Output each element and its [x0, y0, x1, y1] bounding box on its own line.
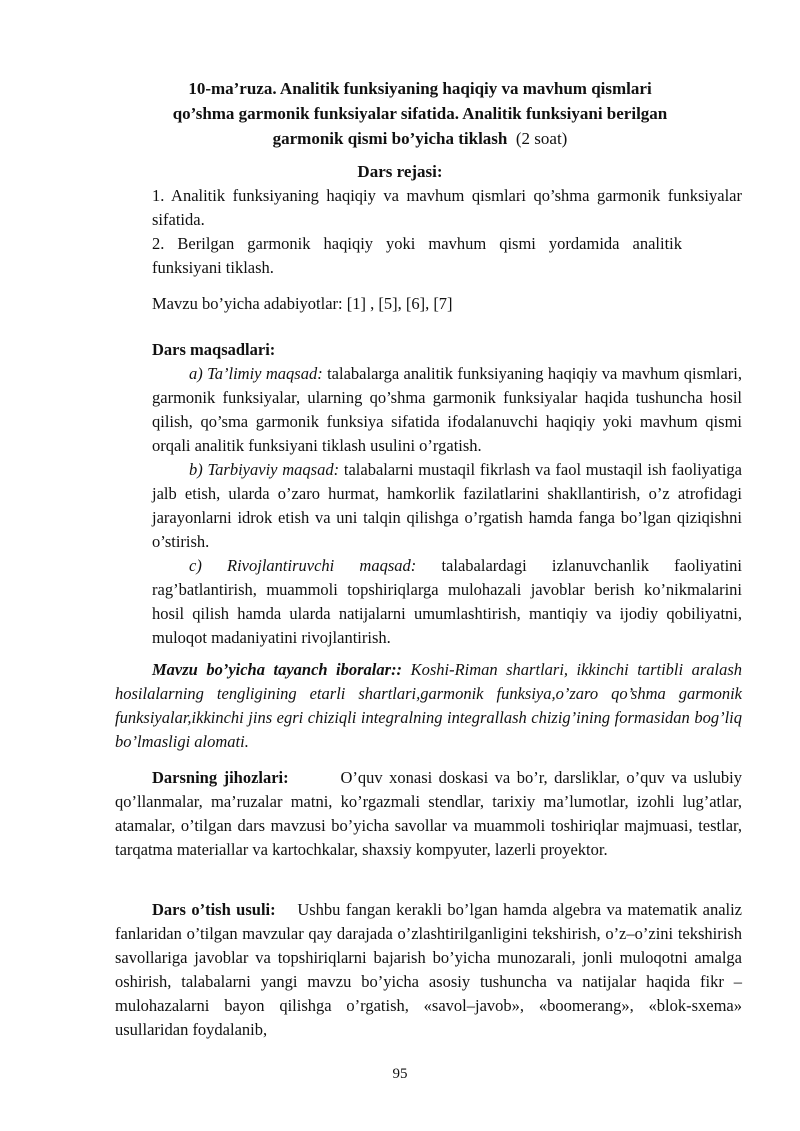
goal-a [152, 362, 742, 458]
goal-c [152, 554, 742, 650]
goal-b [152, 458, 742, 554]
equipment-label: Darsning jihozlari: [152, 768, 289, 787]
title-line-2: qo’shma garmonik funksiyalar sifatida. Analitik funksiyani berilgan [172, 104, 668, 123]
goal-a-text: talabalarga analitik funksiyaning haqiqiy va mavhum qismlari, garmonik funksiyalar, ularning qo’shma garmonik funksiyalar haqida tushuncha hosil qilish, qo’sma garmonik funksiya sifatida ifodalanuvchi haqiqiy yoki mavhum qismi orqali analitik funksiyani tiklash usulini o’rgatish. [152, 364, 743, 455]
keywords-paragraph [115, 658, 742, 754]
equipment-paragraph [115, 766, 742, 862]
title-hours: (2 soat) [515, 129, 568, 148]
goals-section [152, 338, 742, 650]
plan-item-2: 2. Berilgan garmonik haqiqiy yoki mavhum qismi yordamida analitik funksiyani tiklash. [152, 234, 682, 277]
goal-a-label: a) Ta’limiy maqsad: [189, 364, 323, 383]
goal-b-label: b) Tarbiyaviy maqsad: [189, 460, 340, 479]
keywords-text: Koshi-Riman shartlari, ikkinchi tartibli aralash hosilalarning tengligining etarli shartlari,garmonik funksiya,o’zaro qo’shma garmonik funksiyalar,ikkinchi jins egri chiziqli integralning integrallash chizig’ining formasidan bog’liq bo’lmasligi alomati. [115, 660, 742, 751]
title-line-1: 10-ma’ruza. Analitik funksiyaning haqiqiy va mavhum qismlari [188, 79, 652, 98]
goal-c-label: c) Rivojlantiruvchi maqsad: [189, 556, 417, 575]
equipment-text: O’quv xonasi doskasi va bo’r, darsliklar, o’quv va uslubiy qo’llanmalar, ma’ruzalar matni, ko’rgazmali stendlar, tarixiy ma’lumotlar, izohli lug’atlar, atamalar, o’tilgan dars mavzusi bo’yicha savollar va muammoli toshiriqlar majmuasi, testlar, tarqatma materiallar va kartochkalar, shaxsiy kompyuter, lazerli proyektor. [115, 768, 743, 859]
page-number: 95 [392, 1066, 408, 1082]
method-text: Ushbu fangan kerakli bo’lgan hamda algebra va matematik analiz fanlaridan o’tilgan mavzular qay darajada o’zlashtirilganligini tekshirish, o’z–o’zini tekshirish savollariga javoblar va topshiriqlarni bajarish bo’yicha munozarali, jonli muloqotni amalga oshirish, talabalarni yangi mavzu bo’yicha asosiy tushuncha va natijalar haqida fikr – mulohazalarni bayon qilishga o’rgatish, «savol–javob», «boomerang», «blok-sxema» usullaridan foydalanib, [115, 900, 743, 1039]
title-line-3-text: garmonik qismi bo’yicha tiklash [272, 129, 508, 148]
method-paragraph [115, 898, 742, 1042]
title-line-3 [120, 126, 720, 151]
keywords-label: Mavzu bo’yicha tayanch iboralar:: [152, 660, 403, 679]
plan-list [152, 184, 742, 280]
lecture-title [120, 76, 720, 151]
plan-heading: Dars rejasi: [357, 162, 443, 181]
method-label: Dars o’tish usuli: [152, 900, 276, 919]
plan-item-1: 1. Analitik funksiyaning haqiqiy va mavhum qismlari qo’shma garmonik funksiyalar sifatida. [152, 186, 742, 229]
goal-b-text: talabalarni mustaqil fikrlash va faol mustaqil ish faoliyatiga jalb etish, ularda o’zaro hurmat, hamkorlik fazilatlarini shakllantirish, o’z atrofidagi jarayonlarni idrok etish va uni talqin qilishga o’rgatish hamda fanga bo’lgan qiziqishni o’stirish. [152, 460, 742, 551]
literature-line: Mavzu bo’yicha adabiyotlar: [1] , [5], [6], [7] [152, 294, 453, 313]
goal-c-text: talabalardagi izlanuvchanlik faoliyatini rag’batlantirish, muammoli topshiriqlarga mulohazali javoblar berish ko’nikmalarini hosil qilish hamda ularda natijalarni umumlashtirish, mantiqiy va ijodiy qobiliyatni, muloqot madaniyatini rivojlantirish. [152, 556, 742, 647]
goals-heading: Dars maqsadlari: [152, 340, 276, 359]
